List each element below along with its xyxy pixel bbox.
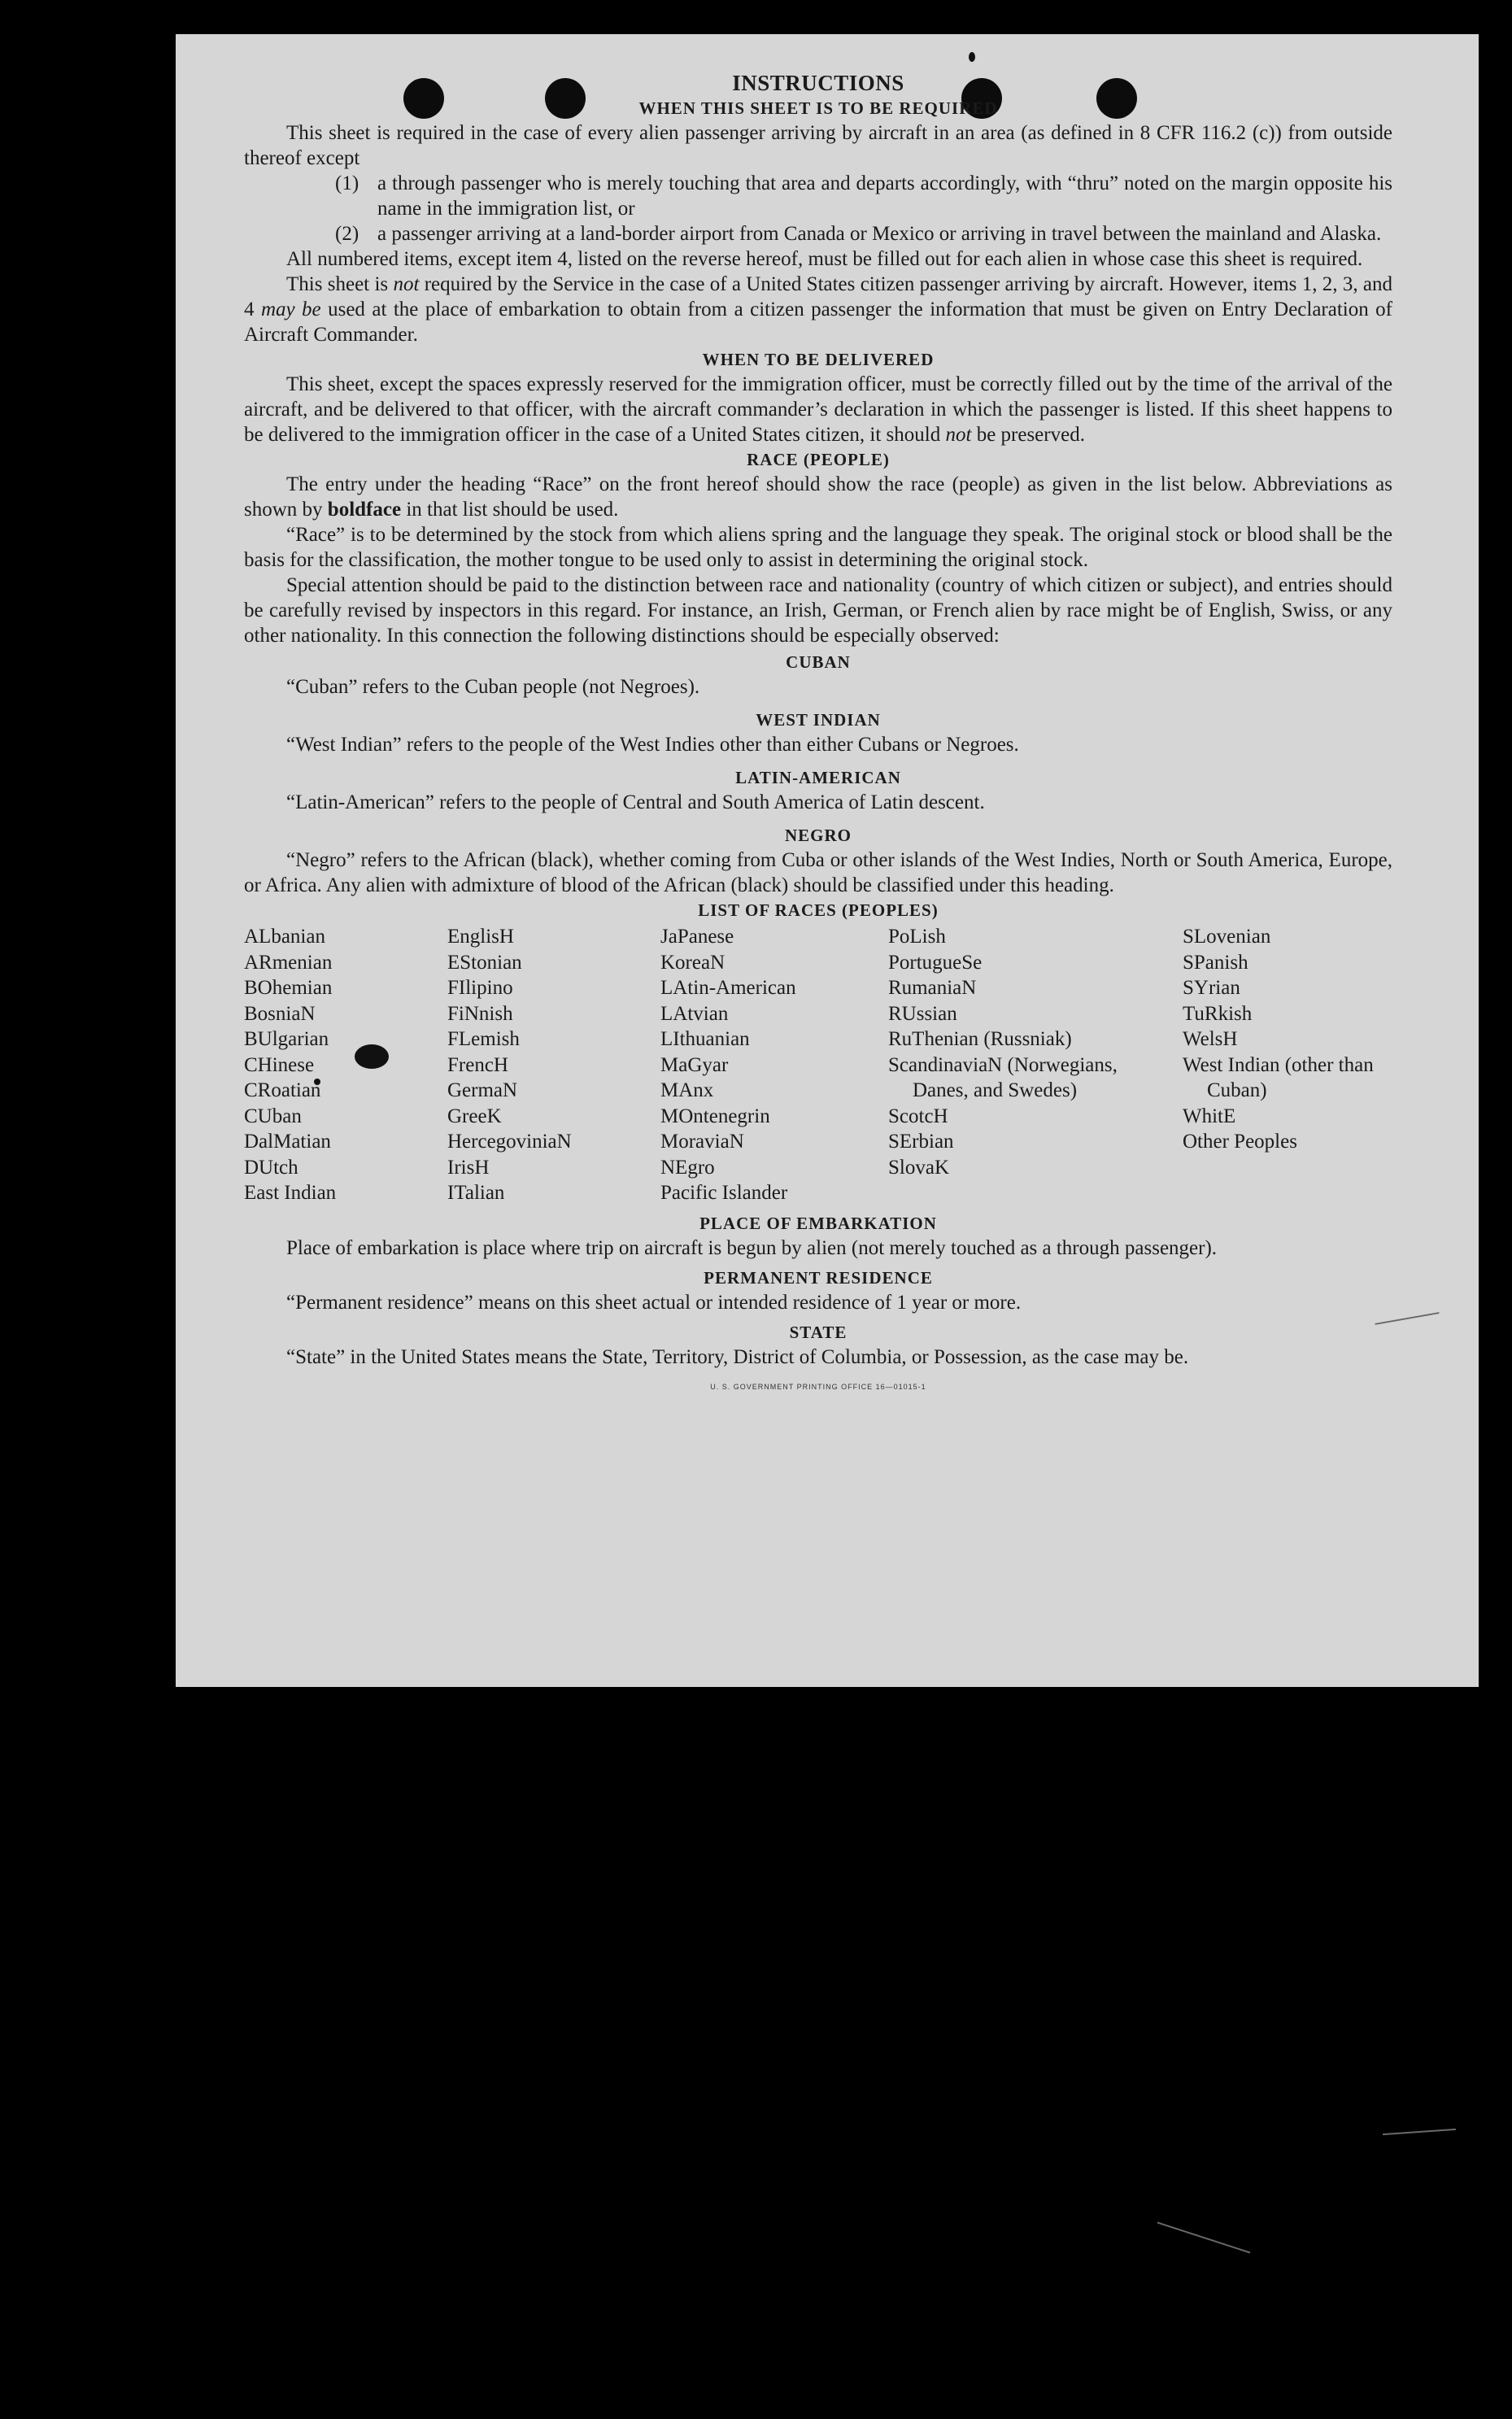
printing-office-footer: U. S. GOVERNMENT PRINTING OFFICE 16—01015-1 — [710, 1382, 926, 1391]
scan-artifact — [1383, 2129, 1456, 2135]
race-entry: RuThenian (Russniak) — [888, 1028, 1072, 1050]
west-indian-heading: WEST INDIAN — [756, 710, 881, 730]
race-entry: ARmenian — [244, 951, 333, 974]
state-paragraph: “State” in the United States means the State, Territory, District of Columbia, or Possession, as the case may be. — [286, 1345, 1189, 1368]
race-entry: SLovenian — [1183, 926, 1271, 948]
race-entry: FrencH — [447, 1053, 508, 1076]
race-entry: ALbanian — [244, 926, 325, 948]
ink-dot — [969, 52, 975, 62]
races-column-5 — [1183, 924, 1392, 1206]
races-list — [244, 924, 1392, 1206]
races-column-4 — [888, 924, 1183, 1206]
race-entry: LAtin-American — [660, 977, 796, 999]
negro-paragraph: “Negro” refers to the African (black), whether coming from Cuba or other islands of the West Indies, North or South America, Europe, or Africa. Any alien with admixture of blood of the African (black) should be classified under this heading. — [244, 849, 1392, 896]
race-entry: ScotcH — [888, 1105, 948, 1127]
scan-artifact — [1157, 2222, 1251, 2254]
race-entry: EStonian — [447, 951, 522, 974]
when-required-heading: WHEN THIS SHEET IS TO BE REQUIRED — [638, 98, 998, 118]
races-column-2 — [447, 924, 660, 1206]
residence-heading: PERMANENT RESIDENCE — [704, 1267, 933, 1288]
race-entry: MaGyar — [660, 1053, 729, 1076]
race-entry: GermaN — [447, 1079, 518, 1101]
race-entry: NEgro — [660, 1156, 715, 1179]
embarkation-heading: PLACE OF EMBARKATION — [699, 1213, 937, 1233]
race-entry: LIthuanian — [660, 1028, 750, 1050]
when-delivered-paragraph: This sheet, except the spaces expressly reserved for the immigration officer, must be correctly filled out by the time of the arrival of the aircraft, and be delivered to that officer, with the aircraft commander’s declaration in which the passenger is listed. If this sheet happens to be delivered to the immigration officer in the case of a United States citizen, it should not be preserved. — [244, 373, 1392, 446]
race-entry: FLemish — [447, 1028, 520, 1050]
residence-paragraph: “Permanent residence” means on this sheet actual or intended residence of 1 year or more. — [286, 1291, 1022, 1314]
citizen-paragraph: This sheet is not required by the Service in the case of a United States citizen passenger arriving by aircraft. However, items 1, 2, 3, and 4 may be used at the place of embarkation to obtain from a citizen passenger the information that must be given on Entry Declaration of Aircraft Commander. — [244, 273, 1393, 346]
race-entry: MoraviaN — [660, 1131, 744, 1153]
race-entry: WhitE — [1183, 1105, 1236, 1127]
race-entry: West Indian (other than Cuban) — [1183, 1053, 1374, 1101]
race-entry: FiNnish — [447, 1002, 513, 1025]
race-entry: CUban — [244, 1105, 302, 1127]
when-delivered-heading: WHEN TO BE DELIVERED — [702, 350, 935, 369]
cuban-paragraph: “Cuban” refers to the Cuban people (not Negroes). — [286, 676, 700, 698]
race-entry: DalMatian — [244, 1131, 331, 1153]
exception-item-1: (1) a through passenger who is merely touching that area and departs accordingly, with “thru” noted on the margin opposite his name in the immigration list, or — [335, 172, 1392, 220]
races-column-3 — [660, 924, 888, 1206]
race-entry: IrisH — [447, 1156, 490, 1179]
race-entry: FIlipino — [447, 977, 513, 999]
race-entry: RUssian — [888, 1002, 957, 1025]
race-entry: East Indian — [244, 1182, 337, 1204]
race-entry: Other Peoples — [1183, 1131, 1297, 1153]
when-required-intro: This sheet is required in the case of every alien passenger arriving by aircraft in an area (as defined in 8 CFR 116.2 (c)) from outside thereof except — [244, 122, 1392, 169]
race-entry: SYrian — [1183, 977, 1240, 999]
race-entry: BOhemian — [244, 977, 333, 999]
embarkation-paragraph: Place of embarkation is place where trip on aircraft is begun by alien (not merely touched as a through passenger). — [286, 1236, 1218, 1259]
race-paragraph-1: The entry under the heading “Race” on the front hereof should show the race (people) as given in the list below. Abbreviations as shown by boldface in that list should be used. — [244, 473, 1392, 521]
numbered-items-paragraph: All numbered items, except item 4, listed on the reverse hereof, must be filled out for each alien in whose case this sheet is required. — [286, 248, 1363, 270]
race-entry: SPanish — [1183, 951, 1248, 974]
page-title: INSTRUCTIONS — [732, 71, 904, 95]
cuban-heading: CUBAN — [786, 652, 851, 672]
race-entry: SErbian — [888, 1131, 954, 1153]
race-entry: MOntenegrin — [660, 1105, 770, 1127]
race-entry: MAnx — [660, 1079, 714, 1101]
race-entry: BosniaN — [244, 1002, 316, 1025]
race-entry: HercegoviniaN — [447, 1131, 572, 1153]
race-entry: LAtvian — [660, 1002, 729, 1025]
race-entry: PortugueSe — [888, 951, 983, 974]
race-paragraph-2: “Race” is to be determined by the stock from which aliens spring and the language they speak. The original stock or blood shall be the basis for the classification, the mother tongue to be used only to assist in determining the original stock. — [244, 524, 1392, 571]
race-entry: SlovaK — [888, 1156, 949, 1179]
document-page — [176, 34, 1479, 1687]
race-entry: PoLish — [888, 926, 946, 948]
race-entry: GreeK — [447, 1105, 502, 1127]
instructions-content — [244, 70, 1392, 1400]
latin-american-heading: LATIN-AMERICAN — [735, 768, 901, 787]
list-of-races-heading: LIST OF RACES (PEOPLES) — [698, 900, 939, 920]
race-entry: JaPanese — [660, 926, 734, 948]
race-heading: RACE (PEOPLE) — [747, 450, 890, 469]
race-entry: CHinese — [244, 1053, 315, 1076]
race-entry: TuRkish — [1183, 1002, 1253, 1025]
race-paragraph-3: Special attention should be paid to the distinction between race and nationality (country of which citizen or subject), and entries should be carefully revised by inspectors in this regard. For instance, an Irish, German, or French alien by race might be of English, Swiss, or any other nationality. In this connection the following distinctions should be especially observed: — [244, 574, 1392, 647]
exception-item-2: (2) a passenger arriving at a land-border airport from Canada or Mexico or arriving in travel between the mainland and Alaska. — [335, 223, 1382, 245]
race-entry: RumaniaN — [888, 977, 977, 999]
state-heading: STATE — [789, 1322, 848, 1342]
latin-american-paragraph: “Latin-American” refers to the people of Central and South America of Latin descent. — [286, 791, 985, 813]
race-entry: KoreaN — [660, 951, 725, 974]
race-entry: BUlgarian — [244, 1028, 329, 1050]
negro-heading: NEGRO — [784, 826, 852, 845]
race-entry: ITalian — [447, 1182, 505, 1204]
race-entry: EnglisH — [447, 926, 514, 948]
race-entry: ScandinaviaN (Norwegians, Danes, and Swedes) — [888, 1053, 1118, 1101]
race-entry: WelsH — [1183, 1028, 1238, 1050]
races-column-1 — [244, 924, 447, 1206]
race-entry: DUtch — [244, 1156, 298, 1179]
west-indian-paragraph: “West Indian” refers to the people of the West Indies other than either Cubans or Negroes. — [286, 734, 1019, 756]
race-entry: CRoatian — [244, 1079, 321, 1101]
race-entry: Pacific Islander — [660, 1182, 788, 1204]
